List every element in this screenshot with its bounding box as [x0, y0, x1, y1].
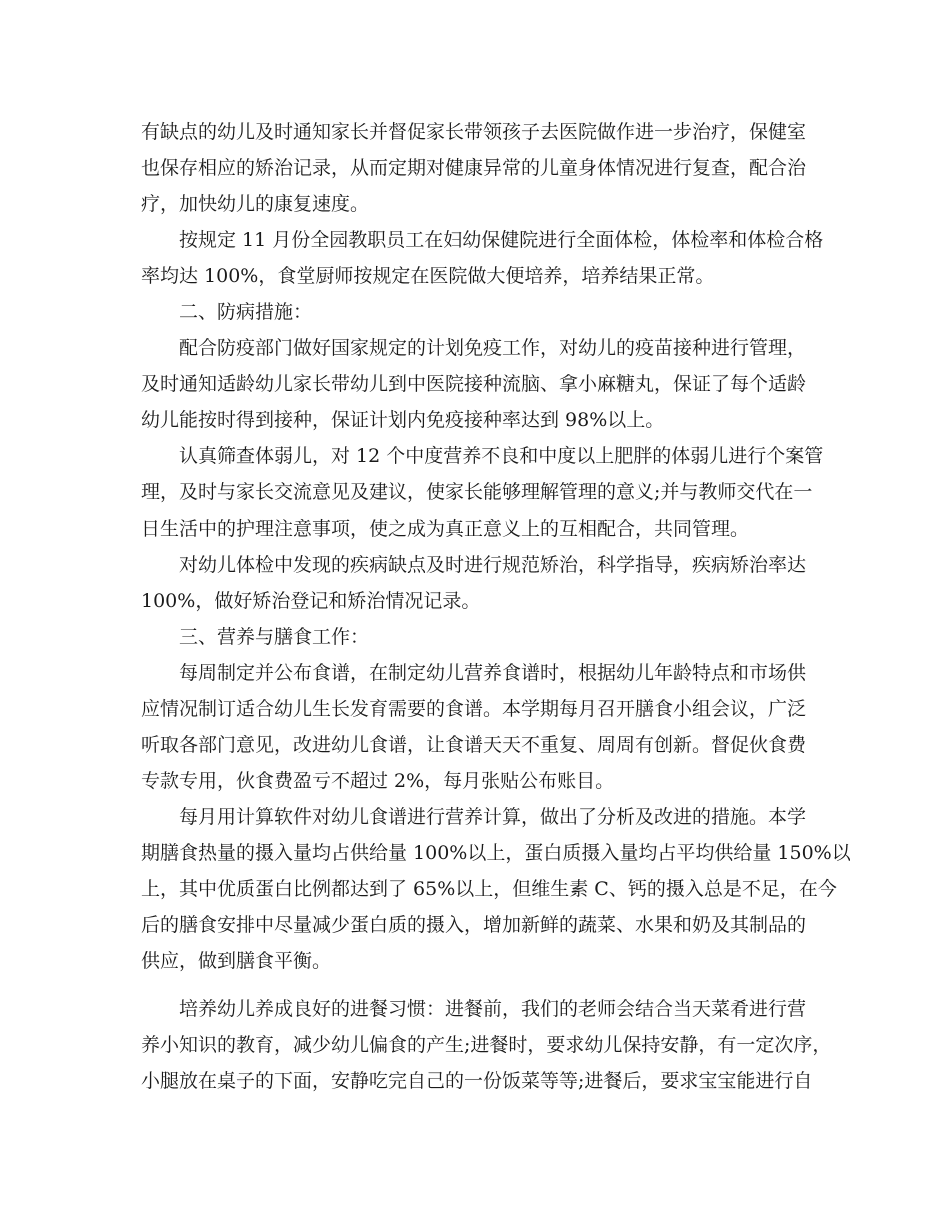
text-line: 每月用计算软件对幼儿食谱进行营养计算，做出了分析及改进的措施。本学 [179, 805, 807, 828]
text-line: 对幼儿体检中发现的疾病缺点及时进行规范矫治，科学指导，疾病矫治率达 [179, 553, 807, 576]
text-line: 后的膳食安排中尽量减少蛋白质的摄入，增加新鲜的蔬菜、水果和奶及其制品的 [141, 914, 807, 937]
text-line: 每周制定并公布食谱，在制定幼儿营养食谱时，根据幼儿年龄特点和市场供 [179, 661, 807, 684]
text-line: 按规定 11 月份全园教职员工在妇幼保健院进行全面体检，体检率和体检合格 [179, 229, 824, 252]
text-line: 日生活中的护理注意事项，使之成为真正意义上的互相配合，共同管理。 [141, 517, 750, 540]
text-line: 理，及时与家长交流意见及建议，使家长能够理解管理的意义;并与教师交代在一 [141, 481, 813, 504]
text-line: 专款专用，伙食费盈亏不超过 2%，每月张贴公布账目。 [141, 769, 615, 792]
text-line: 100%，做好矫治登记和矫治情况记录。 [141, 589, 481, 612]
text-line: 小腿放在桌子的下面，安静吃完自己的一份饭菜等等;进餐后，要求宝宝能进行自 [141, 1070, 813, 1093]
text-line: 上，其中优质蛋白比例都达到了 65%以上，但维生素 C、钙的摄入总是不足，在今 [141, 877, 837, 900]
text-line: 率均达 100%，食堂厨师按规定在医院做大便培养，培养结果正常。 [141, 265, 715, 288]
section-heading: 三、营养与膳食工作： [179, 625, 370, 648]
text-line: 配合防疫部门做好国家规定的计划免疫工作，对幼儿的疫苗接种进行管理， [179, 337, 807, 360]
text-line: 听取各部门意见，改进幼儿食谱，让食谱天天不重复、周周有创新。督促伙食费 [141, 733, 807, 756]
text-line: 养小知识的教育，减少幼儿偏食的产生;进餐时，要求幼儿保持安静，有一定次序， [141, 1034, 832, 1057]
text-line: 应情况制订适合幼儿生长发育需要的食谱。本学期每月召开膳食小组会议，广泛 [141, 697, 807, 720]
text-line: 疗，加快幼儿的康复速度。 [141, 193, 370, 216]
text-line: 认真筛查体弱儿，对 12 个中度营养不良和中度以上肥胖的体弱儿进行个案管 [179, 445, 824, 468]
paragraph-gap [141, 979, 821, 991]
text-line: 也保存相应的矫治记录，从而定期对健康异常的儿童身体情况进行复查，配合治 [141, 157, 807, 180]
text-line: 及时通知适龄幼儿家长带幼儿到中医院接种流脑、拿小麻糖丸，保证了每个适龄 [141, 373, 807, 396]
text-line: 供应，做到膳食平衡。 [141, 950, 332, 973]
document-body [141, 114, 851, 1099]
text-line: 有缺点的幼儿及时通知家长并督促家长带领孩子去医院做作进一步治疗，保健室 [141, 121, 807, 143]
section-heading: 二、防病措施： [179, 301, 313, 324]
text-line: 幼儿能按时得到接种，保证计划内免疫接种率达到 98%以上。 [141, 409, 665, 432]
text-line: 培养幼儿养成良好的进餐习惯：进餐前，我们的老师会结合当天菜肴进行营 [179, 998, 807, 1021]
text-line: 期膳食热量的摄入量均占供给量 100%以上，蛋白质摄入量均占平均供给量 150%以 [141, 841, 851, 864]
